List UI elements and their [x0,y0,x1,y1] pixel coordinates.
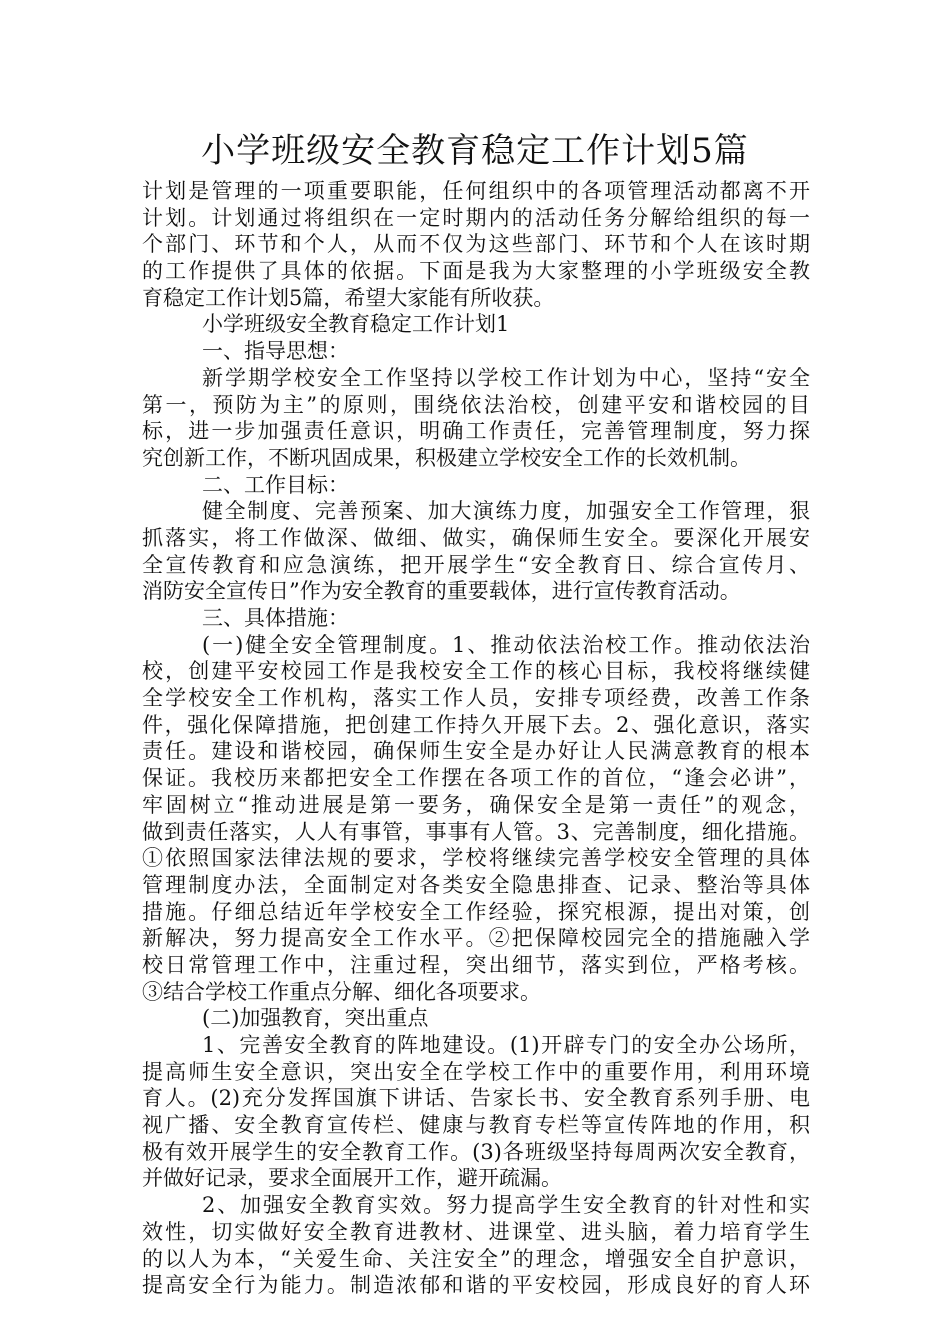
body-text-line: 小学班级安全教育稳定工作计划1 [202,312,510,337]
body-text-line: ①依照国家法律法规的要求，学校将继续完善学校安全管理的具体 [142,846,810,871]
body-text-line: 全宣传教育和应急演练，把开展学生“安全教育日、综合宣传月、 [142,552,810,577]
body-text-line: 究创新工作，不断巩固成果，积极建立学校安全工作的长效机制。 [142,445,751,470]
document-body [142,178,810,1299]
body-text-line: 第一，预防为主”的原则，围绕依法治校，创建平安和谐校园的目 [142,392,810,417]
body-text-line: 二、工作目标： [202,472,349,497]
body-text-line: 牢固树立“推动进展是第一要务，确保安全是第一责任”的观念， [142,792,810,817]
body-text-line: 健全制度、完善预案、加大演练力度，加强安全工作管理，狠 [202,499,810,524]
body-text-line: 提高师生安全意识，突出安全在学校工作中的重要作用，利用环境 [142,1059,810,1084]
body-text-line: 责任。建设和谐校园，确保师生安全是办好让人民满意教育的根本 [142,739,810,764]
body-text-line: 1、完善安全教育的阵地建设。(1)开辟专门的安全办公场所， [202,1033,810,1057]
body-text-line: 育人。(2)充分发挥国旗下讲话、告家长书、安全教育系列手册、电 [142,1086,810,1111]
body-text-line: 极有效开展学生的安全教育工作。(3)各班级坚持每周两次安全教育， [142,1139,810,1164]
body-text-line: 抓落实，将工作做深、做细、做实，确保师生安全。要深化开展安 [142,525,810,550]
body-text-line: 消防安全宣传日”作为安全教育的重要载体，进行宣传教育活动。 [142,579,741,604]
body-text-line: 2、加强安全教育实效。努力提高学生安全教育的针对性和实 [202,1193,810,1218]
body-text-line: 的以人为本，“关爱生命、关注安全”的理念，增强安全自护意识， [142,1246,810,1271]
body-text-line: (二)加强教育，突出重点 [202,1006,429,1031]
body-text-line: 提高安全行为能力。制造浓郁和谐的平安校园，形成良好的育人环 [142,1273,810,1298]
body-text-line: 育稳定工作计划5篇，希望大家能有所收获。 [142,285,555,310]
body-text-line: 全学校安全工作机构，落实工作人员，安排专项经费，改善工作条 [142,686,810,711]
body-text-line: 计划。计划通过将组织在一定时期内的活动任务分解给组织的每一 [142,205,810,230]
body-text-line: 校，创建平安校园工作是我校安全工作的核心目标，我校将继续健 [142,659,810,684]
body-text-line: ③结合学校工作重点分解、细化各项要求。 [142,979,541,1004]
body-text-line: (一)健全安全管理制度。1、推动依法治校工作。推动依法治 [202,632,810,657]
body-text-line: 的工作提供了具体的依据。下面是我为大家整理的小学班级安全教 [142,259,810,284]
body-text-line: 效性，切实做好安全教育进教材、进课堂、进头脑，着力培育学生 [142,1219,810,1244]
body-text-line: 视广播、安全教育宣传栏、健康与教育专栏等宣传阵地的作用，积 [142,1113,810,1138]
body-text-line: 保证。我校历来都把安全工作摆在各项工作的首位，“逢会必讲”， [142,766,810,791]
body-text-line: 做到责任落实，人人有事管，事事有人管。3、完善制度，细化措施。 [142,819,810,844]
document-title: 小学班级安全教育稳定工作计划5篇 [201,131,749,171]
body-text-line: 校日常管理工作中，注重过程，突出细节，落实到位，严格考核。 [142,952,810,977]
body-text-line: 件，强化保障措施，把创建工作持久开展下去。2、强化意识，落实 [142,712,810,737]
body-text-line: 一、指导思想： [202,339,349,364]
body-text-line: 计划是管理的一项重要职能，任何组织中的各项管理活动都离不开 [142,179,810,203]
body-text-line: 三、具体措施： [202,606,349,630]
body-text-line: 并做好记录，要求全面展开工作，避开疏漏。 [142,1166,562,1191]
body-text-line: 管理制度办法，全面制定对各类安全隐患排查、记录、整治等具体 [142,872,810,897]
body-text-line: 标，进一步加强责任意识，明确工作责任，完善管理制度，努力探 [142,419,810,444]
body-text-line: 新学期学校安全工作坚持以学校工作计划为中心，坚持“安全 [202,365,810,390]
body-text-line: 个部门、环节和个人，从而不仅为这些部门、环节和个人在该时期 [142,232,810,257]
body-text-line: 新解决，努力提高安全工作水平。②把保障校园完全的措施融入学 [142,926,810,951]
body-text-line: 措施。仔细总结近年学校安全工作经验，探究根源，提出对策，创 [142,899,810,924]
